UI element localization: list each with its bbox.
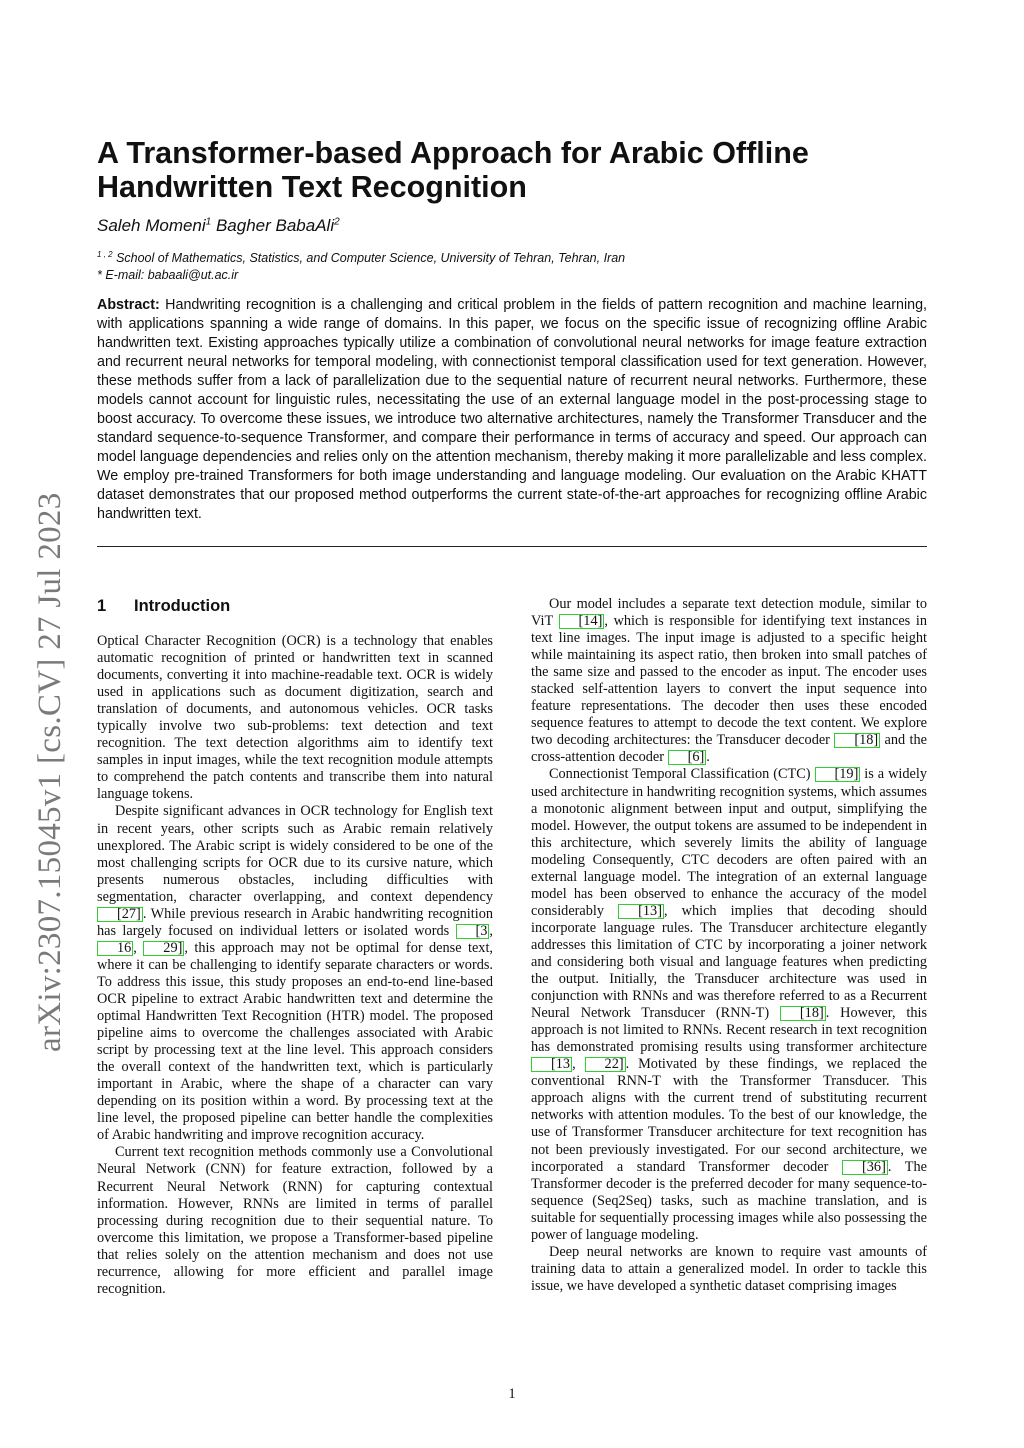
paragraph-text: , which implies that decoding should incorporate language rules. The Transducer architecture elegantly addresses this limitation of CTC by incorporating a joiner network and considering both visual and language features when predicting the output. Initially, the Transducer architecture was used in conjunction with RNNs and was therefore referred to as a Recurrent Neural Network Transducer (RNN-T) — [531, 902, 927, 1022]
paragraph-text: . Motivated by these findings, we replaced the conventional RNN-T with the Transformer Transducer. This approach aligns with the current trend of substituting recurrent networks with attention modules. To the best of our knowledge, the use of Transformer Transducer architecture for text recognition has not been previously investigated. For our second architecture, we incorporated a standard Transformer decoder — [531, 1056, 927, 1175]
paragraph-text: Our model includes a separate text detection module, similar to ViT — [531, 596, 927, 630]
paragraph — [97, 803, 493, 1144]
arxiv-stamp-text: arXiv:2307.15045v1 [cs.CV] 27 Jul 2023 — [32, 492, 68, 1052]
author-1-affil-mark: 1 — [205, 216, 212, 228]
affiliation-block — [97, 246, 927, 284]
paragraph-text: . The Transformer decoder is the preferred decoder for many sequence-to-sequence (Seq2Seq) tasks, such as machine translation, and is suitable for sequentially processing images while also possessing the power of language modeling. — [531, 1158, 927, 1243]
section-title: Introduction — [134, 597, 231, 615]
paragraph-text: . While previous research in Arabic handwriting recognition has largely focused on individual letters or isolated words — [97, 905, 493, 939]
citation-link[interactable]: [13] — [618, 904, 664, 919]
author-list — [97, 216, 340, 236]
paragraph — [531, 766, 927, 1243]
citation-link[interactable]: [27] — [97, 907, 143, 922]
citation-link[interactable]: [19] — [815, 767, 861, 782]
citation-separator: , — [489, 922, 493, 939]
citation-separator: , — [133, 939, 144, 956]
arxiv-stamp — [28, 460, 68, 1060]
section-number: 1 — [97, 597, 107, 615]
contact-email: * E-mail: babaali@ut.ac.ir — [97, 268, 239, 283]
paragraph: Optical Character Recognition (OCR) is a technology that enables automatic recognition of printed or handwritten text in scanned documents, converting it into machine-readable text. OCR is widely used in applications such as document digitization, search and translation of documents, and autonomous vehicles. OCR tasks typically involve two sub-problems: text detection and text recognition. The text detection algorithms aim to identify text samples in input images, while the text recognition module attempts to comprehend the patch contents and transcribe them into natural language tokens. — [97, 633, 493, 803]
paragraph-text: . However, this approach is not limited to RNNs. Recent research in text recognition has demonstrated promising results using transformer architecture — [531, 1005, 928, 1056]
paragraph-text: Despite significant advances in OCR technology for English text in recent years, other scripts such as Arabic remain relatively unexplored. The Arabic script is widely considered to be one of the most challenging scripts for OCR due to its cursive nature, which presents numerous obstacles, including difficulties with segmentation, character overlapping, and context dependency — [97, 803, 493, 905]
citation-link[interactable]: [13 — [531, 1057, 572, 1072]
paragraph-text: , this approach may not be optimal for dense text, where it can be challenging to identify separate characters or words. To address this issue, this study proposes an end-to-end line-based OCR pipeline to extract Arabic handwritten text and determine the optimal Handwritten Text Recognition (HTR) model. The proposed pipeline aims to overcome the challenges associated with Arabic script by processing text at the line level. This approach considers the overall context of the handwritten text, which is particularly important in Arabic, where the shape of a character can vary depending on its position within a word. By processing text at the line level, the proposed pipeline can better handle the complexities of Arabic handwriting and improve recognition accuracy. — [97, 939, 493, 1144]
author-2-affil-mark: 2 — [334, 216, 340, 228]
abstract-divider — [97, 546, 927, 547]
right-column — [531, 596, 927, 1295]
section-heading-introduction — [97, 596, 493, 616]
citation-link[interactable]: [6] — [668, 750, 707, 765]
citation-link[interactable]: [18] — [780, 1006, 826, 1021]
abstract-label: Abstract: — [97, 297, 160, 313]
page-number: 1 — [508, 1386, 516, 1402]
author-1: Saleh Momeni — [97, 216, 206, 235]
citation-link[interactable]: [36] — [842, 1160, 888, 1175]
abstract — [97, 296, 927, 524]
citation-link[interactable]: 16 — [97, 941, 133, 956]
affiliation-line — [97, 246, 927, 267]
citation-link[interactable]: 29] — [143, 941, 184, 956]
paper-title: A Transformer-based Approach for Arabic Offline Handwritten Text Recognition — [97, 136, 809, 204]
paragraph-text: , which is responsible for identifying text instances in text line images. The input image is adjusted to a specific height while maintaining its aspect ratio, then broken into small patches of the same size and passed to the encoder as input. The encoder uses stacked self-attention layers to convert the input sequence into feature representations. The decoder then uses these encoded sequence features to attempt to decode the text content. We explore two decoding architectures: the Transducer decoder — [531, 613, 927, 749]
abstract-text: Handwriting recognition is a challenging and critical problem in the fields of pattern recognition and machine learning, with applications spanning a wide range of domains. In this paper, we focus on the specific issue of recognizing offline Arabic handwritten text. Existing approaches typically utilize a combination of convolutional neural networks for image feature extraction and recurrent neural networks for temporal modeling, with connectionist temporal classification used for text generation. However, these methods suffer from a lack of parallelization due to the sequential nature of recurrent neural networks. Furthermore, these models cannot account for linguistic rules, necessitating the use of an external language model in the post-processing stage to boost accuracy. To overcome these issues, we introduce two alternative architectures, namely the Transformer Transducer and the standard sequence-to-sequence Transformer, and compare their performance in terms of accuracy and speed. Our approach can model language dependencies and relies only on the attention mechanism, thereby making it more parallelizable and less complex. We employ pre-trained Transformers for both image understanding and language modeling. Our evaluation on the Arabic KHATT dataset demonstrates that our proposed method outperforms the current state-of-the-art approaches for recognizing offline Arabic handwritten text. — [97, 297, 927, 522]
left-column — [97, 596, 493, 1298]
paragraph: Current text recognition methods commonly use a Convolutional Neural Network (CNN) for feature extraction, followed by a Recurrent Neural Network (RNN) for capturing contextual information. However, RNNs are limited in terms of parallel processing during recognition due to their sequential nature. To overcome this limitation, we propose a Transformer-based pipeline that relies solely on the attention mechanism and does not use recurrence, allowing for more efficient and parallel image recognition. — [97, 1144, 493, 1297]
affiliation-mark: 1 , 2 — [97, 250, 113, 259]
citation-link[interactable]: [3 — [456, 924, 490, 939]
citation-separator: , — [572, 1056, 585, 1073]
paragraph-text: and the cross-attention decoder — [531, 732, 928, 766]
citation-link[interactable]: [14] — [559, 614, 605, 629]
affiliation-text: School of Mathematics, Statistics, and Computer Science, University of Tehran, Tehran, Iran — [116, 251, 626, 266]
paragraph-text: . — [706, 749, 710, 766]
author-2: Bagher BabaAli — [215, 216, 335, 235]
paragraph — [531, 596, 927, 766]
citation-link[interactable]: [18] — [834, 733, 880, 748]
paragraph-text: Connectionist Temporal Classification (CTC) — [549, 766, 815, 783]
paragraph: Deep neural networks are known to require vast amounts of training data to attain a generalized model. In order to tackle this issue, we have developed a synthetic dataset comprising images — [531, 1243, 927, 1294]
paragraph-text: is a widely used architecture in handwriting recognition systems, which assumes a monotonic alignment between input and output, simplifying the model. However, the output tokens are assumed to be independent in this architecture, which severely limits the ability of language modeling Consequently, CTC decoders are often paired with an external language model. The integration of an external language model has been observed to enhance the accuracy of the model considerably — [531, 766, 927, 919]
citation-link[interactable]: 22] — [585, 1057, 626, 1072]
